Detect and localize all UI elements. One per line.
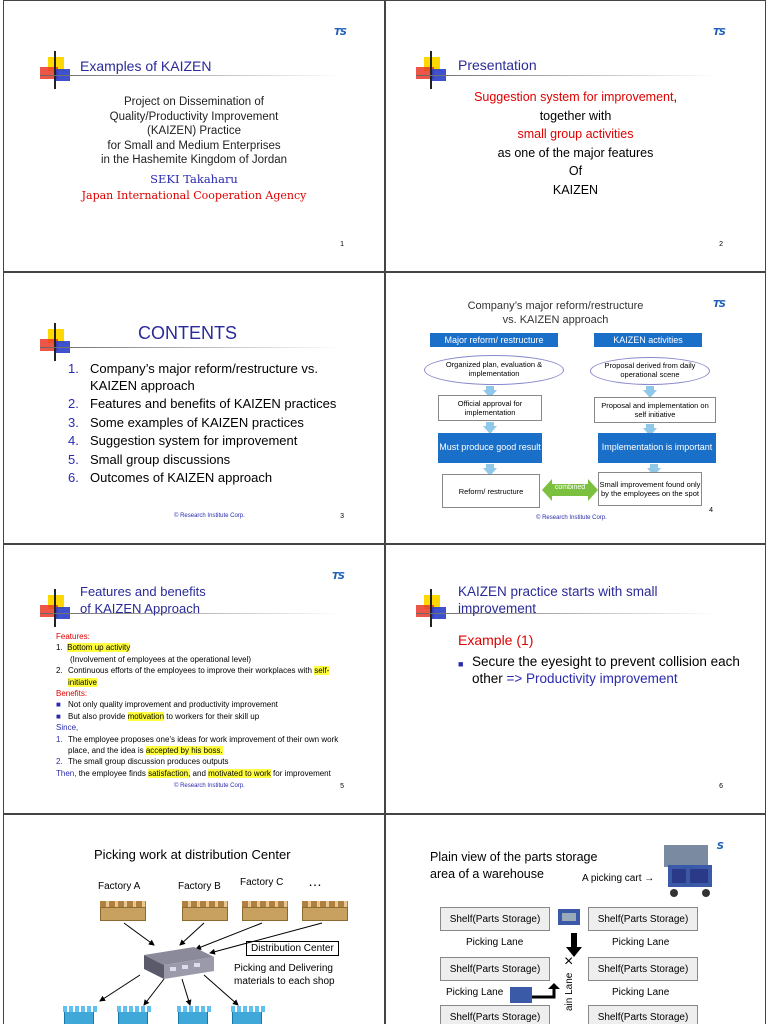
slide-title: CONTENTS — [138, 323, 237, 343]
cart-label: A picking cart → — [582, 873, 655, 884]
slide-6 — [385, 544, 766, 814]
contents-item: Suggestion system for improvement — [90, 433, 298, 448]
then-label: Then, — [56, 768, 77, 778]
features-label: Features: — [56, 632, 90, 641]
slide-title: vs. KAIZEN approach — [502, 314, 609, 326]
shelf: Shelf(Parts Storage) — [588, 957, 698, 981]
body-line: as one of the major features — [497, 145, 654, 160]
slide-title: Plain view of the parts storage — [430, 850, 598, 864]
slide-title: Features and benefits — [80, 584, 206, 599]
left-blue-box: Must produce good result — [438, 433, 542, 463]
body-line: KAIZEN — [552, 182, 599, 197]
shop-icon — [232, 1011, 262, 1024]
left-oval: Organized plan, evaluation & implementation — [424, 355, 564, 385]
item-number: 1. — [68, 361, 79, 376]
subtitle-line: (KAIZEN) Practice — [147, 125, 241, 138]
feature-2-highlight: self-initiative — [68, 666, 330, 687]
shelf: Shelf(Parts Storage) — [440, 907, 550, 931]
ts-logo: TS — [333, 27, 346, 38]
shelf: Shelf(Parts Storage) — [440, 1005, 550, 1024]
item-number: 2. — [56, 666, 63, 676]
benefit-2-end: to workers for their skill up — [164, 711, 260, 721]
distribution-center-icon — [138, 943, 218, 979]
left-result-box: Reform/ restructure — [442, 474, 540, 508]
body-line: together with — [539, 108, 612, 123]
right-result-box: Small improvement found only by the employees on the spot — [598, 472, 702, 506]
copyright: © Research Institute Corp. — [174, 783, 245, 789]
slide-4 — [385, 272, 766, 544]
item-number: 3. — [68, 414, 79, 430]
picking-label: materials to each shop — [234, 975, 335, 987]
subtitle-line: in the Hashemite Kingdom of Jordan — [100, 154, 288, 167]
page-number: 1 — [340, 241, 344, 248]
combined-label: combined — [554, 484, 586, 491]
flow-arrows-icon — [4, 815, 385, 1024]
feature-1-sub: (Involvement of employees at the operational level) — [70, 654, 251, 664]
shop-icon — [178, 1011, 208, 1024]
slide-title: Presentation — [458, 57, 537, 73]
contents-item: Small group discussions — [90, 451, 231, 467]
distribution-center-label: Distribution Center — [246, 941, 339, 956]
slide-7 — [3, 814, 385, 1024]
bullet-icon: ■ — [458, 659, 464, 669]
copyright: © Research Institute Corp. — [536, 515, 607, 521]
slide-1 — [3, 0, 385, 272]
small-group-line: small group activities — [517, 127, 634, 142]
shelf: Shelf(Parts Storage) — [588, 1005, 698, 1024]
slide-title: Picking work at distribution Center — [94, 847, 291, 862]
benefits-label: Benefits: — [56, 689, 88, 699]
comma: , — [673, 90, 677, 104]
contents-item: Outcomes of KAIZEN approach — [90, 470, 273, 485]
benefit-1: Not only quality improvement and productivity improvement — [68, 700, 278, 710]
collision-x-icon: × — [564, 953, 574, 970]
item-number: 2. — [68, 396, 79, 411]
suggestion-line: Suggestion system for improvement — [474, 90, 674, 104]
page-number: 4 — [709, 507, 713, 514]
ts-logo: TS — [712, 299, 725, 310]
then-highlight: motivated to work — [208, 768, 271, 778]
right-blue-box: Implementation is important — [598, 433, 716, 463]
slide-title: of KAIZEN Approach — [80, 601, 200, 616]
title-decoration-icon — [416, 589, 456, 629]
contents-item: Company’s major reform/restructure vs. KAIZEN approach — [90, 361, 319, 393]
main-lane-label: ain Lane — [564, 972, 575, 1011]
factory-b-label: Factory B — [178, 881, 221, 892]
slide-title: Company’s major reform/restructure — [467, 300, 644, 312]
subtitle-line: for Small and Medium Enterprises — [107, 139, 281, 152]
shop-icon — [64, 1011, 94, 1024]
title-decoration-icon — [40, 589, 80, 629]
bullet-text: Secure the eyesight to prevent collision each other — [472, 654, 740, 686]
title-decoration-icon — [40, 323, 80, 363]
ts-logo: TS — [712, 27, 725, 38]
shop-icon — [118, 1011, 148, 1024]
slide-8 — [385, 814, 766, 1024]
ts-logo-partial: S — [716, 841, 723, 852]
organization: Japan International Cooperation Agency — [81, 189, 307, 202]
picking-lane-label: Picking Lane — [612, 937, 670, 948]
body-line: Of — [568, 164, 583, 179]
benefit-2: But also provide — [68, 711, 128, 721]
page-number: 6 — [719, 783, 723, 790]
slide-3 — [3, 272, 385, 544]
author-name: SEKI Takaharu — [150, 172, 238, 186]
bullet-highlight: => Productivity improvement — [506, 671, 678, 686]
subtitle-line: Quality/Productivity Improvement — [109, 110, 279, 123]
copyright: © Research Institute Corp. — [174, 513, 245, 519]
contents-item: Some examples of KAIZEN practices — [90, 414, 304, 430]
factory-a-label: Factory A — [98, 881, 141, 892]
picking-lane-label: Picking Lane — [446, 987, 504, 998]
since-1-highlight: accepted by his boss. — [145, 746, 223, 756]
item-number: 2. — [56, 757, 63, 767]
shelf: Shelf(Parts Storage) — [588, 907, 698, 931]
page-number: 2 — [719, 241, 723, 248]
then-highlight: satisfaction, — [148, 768, 191, 778]
item-number: 6. — [68, 470, 79, 485]
title-decoration-icon — [40, 51, 80, 91]
item-number: 1. — [56, 643, 63, 653]
subtitle-line: Project on Dissemination of — [124, 96, 264, 108]
bullet-icon: ■ — [56, 711, 61, 721]
since-2: The small group discussion produces outputs — [68, 757, 229, 767]
slide-title: KAIZEN practice starts with small — [458, 584, 658, 599]
then-text: and — [190, 768, 209, 778]
left-header: Major reform/ restructure — [430, 333, 558, 347]
picking-label: Picking and Delivering — [234, 963, 333, 974]
then-text: for improvement — [270, 768, 331, 778]
then-text: the employee finds — [76, 768, 149, 778]
right-header: KAIZEN activities — [594, 333, 702, 347]
example-label: Example (1) — [458, 632, 534, 648]
slide-title: area of a warehouse — [430, 866, 544, 881]
shelf: Shelf(Parts Storage) — [440, 957, 550, 981]
item-number: 5. — [68, 451, 79, 467]
slide-5 — [3, 544, 385, 814]
bullet-icon: ■ — [56, 700, 61, 710]
more-dots: … — [308, 873, 322, 889]
factory-c-label: Factory C — [240, 877, 284, 888]
item-number: 4. — [68, 433, 79, 448]
benefit-2-highlight: motivation — [127, 711, 165, 721]
picking-lane-label: Picking Lane — [466, 937, 524, 948]
ts-logo: TS — [331, 571, 344, 582]
right-oval: Proposal derived from daily operational scene — [590, 357, 710, 385]
slide-title: Examples of KAIZEN — [80, 58, 212, 74]
slide-title: improvement — [458, 601, 537, 616]
contents-item: Features and benefits of KAIZEN practices — [90, 396, 337, 411]
picking-cart-icon — [660, 839, 718, 899]
since-label: Since, — [56, 723, 79, 733]
page-number: 5 — [340, 783, 344, 790]
item-number: 1. — [56, 734, 63, 744]
cart-small-icon — [554, 903, 584, 933]
since-1: The employee proposes one’s ideas for work improvement of their own work place, and the idea is — [68, 734, 339, 756]
feature-2: Continuous efforts of the employees to improve their workplaces with — [68, 666, 312, 676]
page-number: 3 — [340, 513, 344, 520]
title-decoration-icon — [416, 51, 456, 91]
feature-1: Bottom up activity — [67, 643, 131, 653]
left-box: Official approval for implementation — [438, 395, 542, 421]
picking-lane-label: Picking Lane — [612, 987, 670, 998]
slide-2 — [385, 0, 766, 272]
right-box: Proposal and implementation on self initiative — [594, 397, 716, 423]
